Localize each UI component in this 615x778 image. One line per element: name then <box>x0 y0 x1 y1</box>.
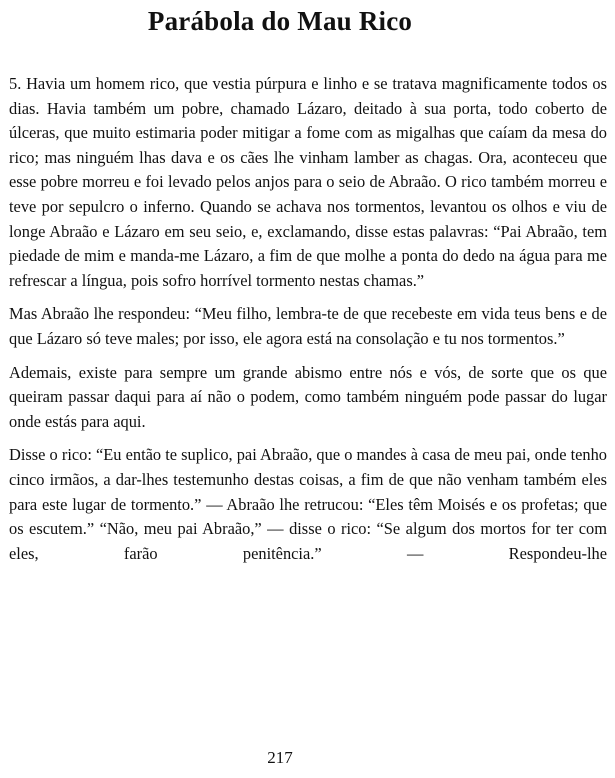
paragraph-3: Ademais, existe para sempre um grande abismo entre nós e vós, de sorte que os que queiram passar daqui para aí não o podem, como também ninguém pode passar do lugar onde estás para aqui. <box>9 362 607 431</box>
body-text <box>9 72 607 575</box>
page-number: 217 <box>267 748 293 767</box>
paragraph-4: Disse o rico: “Eu então te suplico, pai Abraão, que o mandes à casa de meu pai, onde tenho cinco irmãos, a dar-lhes testemunho destas coisas, a fim de que não venham também eles para este lugar de tormento.” — Abraão lhe retrucou: “Eles têm Moisés e os profetas; que os escutem.” “Não, meu pai Abraão,” — disse o rico: “Se algum dos mortos for ter com eles, farão penitência.” — Respondeu-lhe <box>9 445 607 563</box>
paragraph-2: Mas Abraão lhe respondeu: “Meu filho, lembra-te de que recebeste em vida teus bens e de que Lázaro só teve males; por isso, ele agora está na consolação e tu nos tormentos.” <box>9 304 607 348</box>
page-title: Parábola do Mau Rico <box>147 6 413 36</box>
paragraph-1: 5. Havia um homem rico, que vestia púrpura e linho e se tratava magnificamente todos os dias. Havia também um pobre, chamado Lázaro, deitado à sua porta, todo coberto de úlceras, que muito estimaria poder mitigar a fome com as migalhas que caíam da mesa do rico; mas ninguém lhas dava e os cães lhe vinham lamber as chagas. Ora, aconteceu que esse pobre morreu e foi levado pelos anjos para o seio de Abraão. O rico também morreu e teve por sepulcro o inferno. Quando se achava nos tormentos, levantou os olhos e viu de longe Abraão e Lázaro em seu seio, e, exclamando, disse estas palavras: “Pai Abraão, tem piedade de mim e manda-me Lázaro, a fim de que molhe a ponta do dedo na água para me refrescar a língua, pois sofro horrível tormento nestas chamas.” <box>9 74 607 290</box>
